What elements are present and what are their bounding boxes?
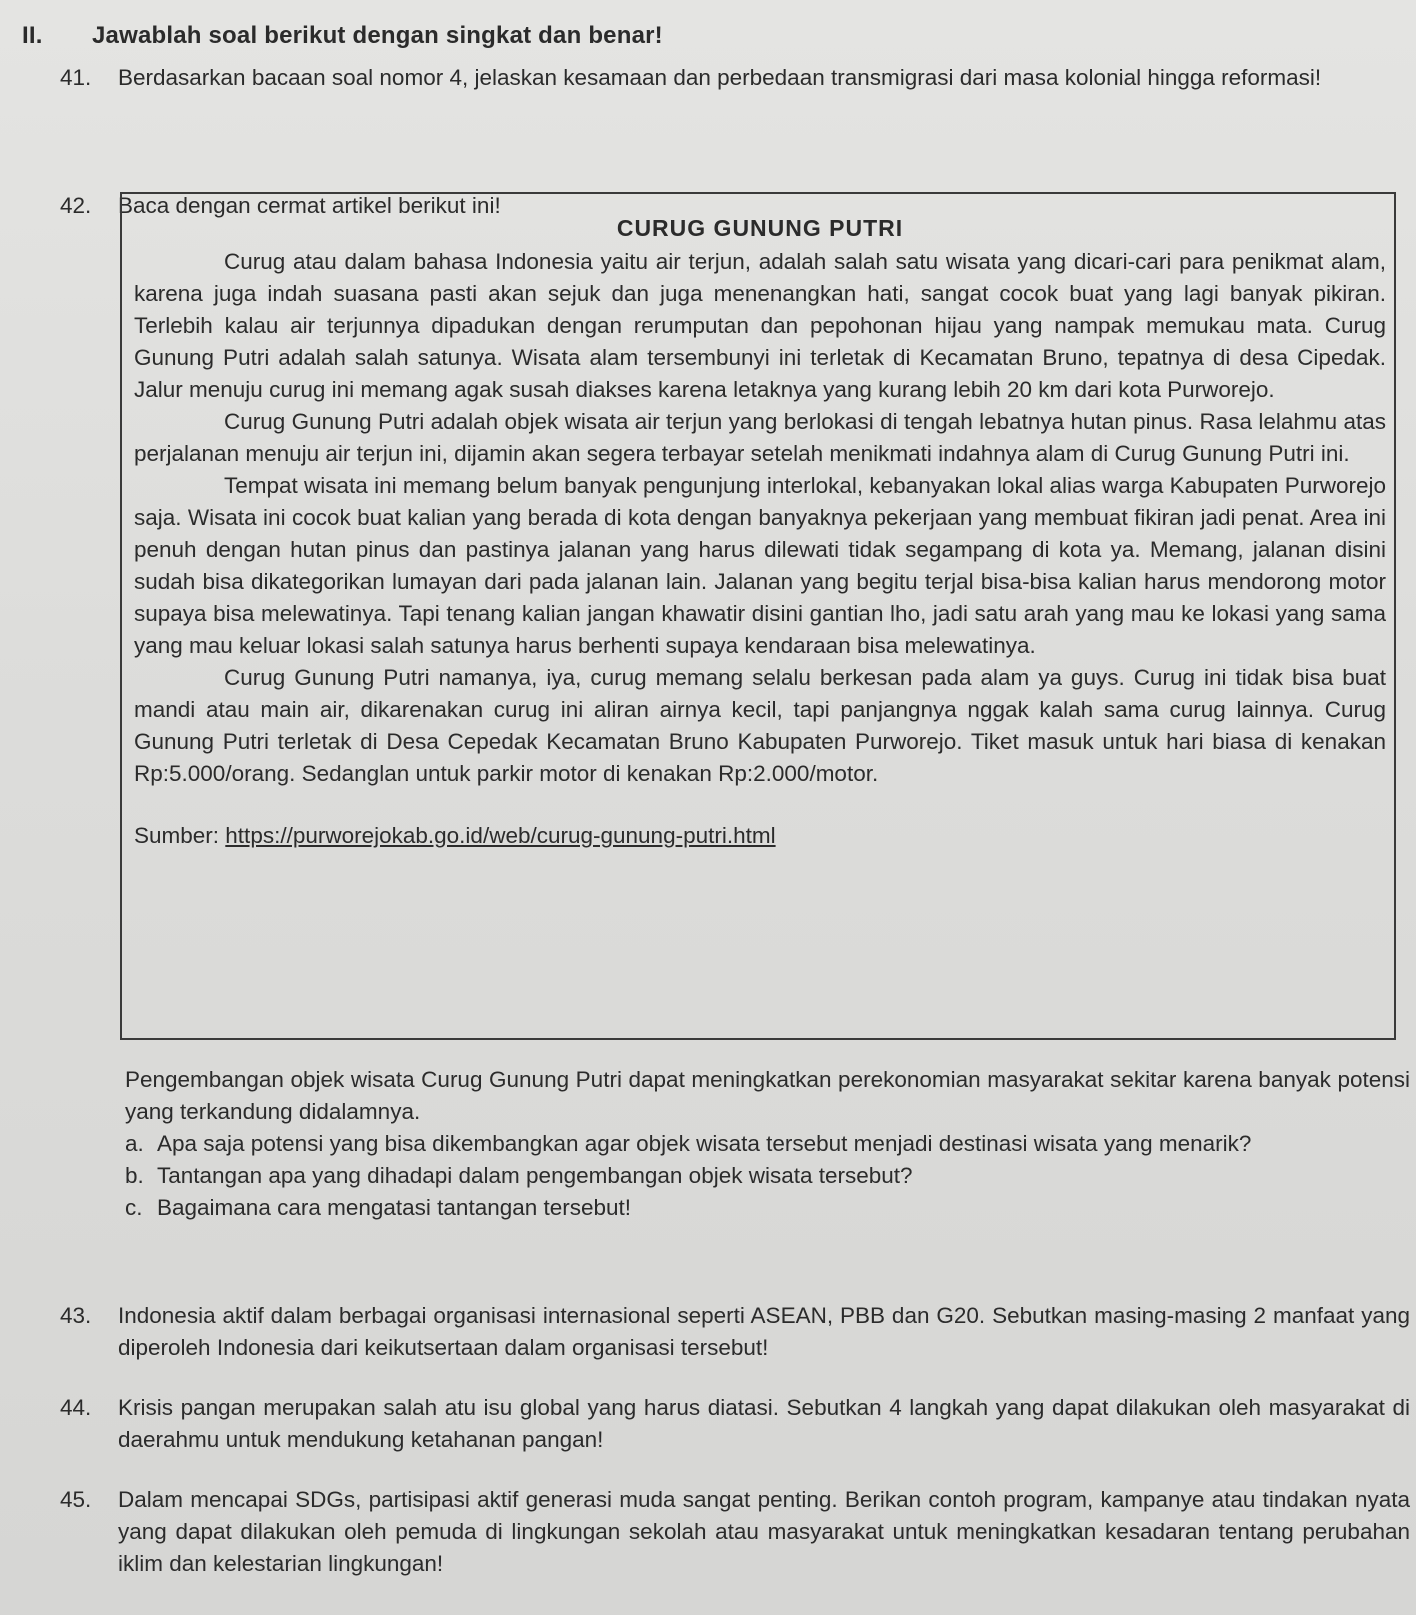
question-41 xyxy=(60,62,1410,94)
article-source xyxy=(134,820,1386,852)
source-link[interactable]: https://purworejokab.go.id/web/curug-gunung-putri.html xyxy=(225,823,776,848)
question-text: Baca dengan cermat artikel berikut ini! xyxy=(118,193,501,218)
sub-question-c xyxy=(125,1192,1410,1224)
sub-question-b xyxy=(125,1160,1410,1192)
question-44 xyxy=(60,1392,1410,1456)
question-number: 44. xyxy=(60,1395,92,1420)
question-text: Krisis pangan merupakan salah atu isu global yang harus diatasi. Sebutkan 4 langkah yang dapat dilakukan oleh masyarakat di daerahmu untuk mendukung ketahanan pangan! xyxy=(118,1395,1410,1452)
question-text: Indonesia aktif dalam berbagai organisasi internasional seperti ASEAN, PBB dan G20. Sebutkan masing-masing 2 manfaat yang diperoleh Indonesia dari keikutsertaan dalam organisasi tersebut! xyxy=(118,1303,1410,1360)
article-box xyxy=(120,192,1396,1040)
article-title: CURUG GUNUNG PUTRI xyxy=(616,215,904,241)
question-number: 45. xyxy=(60,1487,92,1512)
question-43 xyxy=(60,1300,1410,1364)
article-paragraph: Tempat wisata ini memang belum banyak pengunjung interlokal, kebanyakan lokal alias warga Kabupaten Purworejo saja. Wisata ini cocok buat kalian yang berada di kota dengan banyaknya pekerjaan yang membuat fikiran jadi penat. Area ini penuh dengan hutan pinus dan pastinya jalanan yang harus dilewati tidak segampang di kota ya. Memang, jalanan disini sudah bisa dikategorikan lumayan dari pada jalanan lain. Jalanan yang begitu terjal bisa-bisa kalian harus mendorong motor supaya bisa melewatinya. Tapi tenang kalian jangan khawatir disini gantian lho, jadi satu arah yang mau ke lokasi yang sama yang mau keluar lokasi salah satunya harus berhenti supaya kendaraan bisa melewatinya. xyxy=(134,473,1386,658)
follow-up-section xyxy=(125,1064,1410,1224)
sub-question-text: Tantangan apa yang dihadapi dalam pengembangan objek wisata tersebut? xyxy=(157,1163,913,1188)
question-text: Dalam mencapai SDGs, partisipasi aktif generasi muda sangat penting. Berikan contoh program, kampanye atau tindakan nyata yang dapat dilakukan oleh pemuda di lingkungan sekolah atau masyarakat untuk meningkatkan kesadaran tentang perubahan iklim dan kelestarian lingkungan! xyxy=(118,1487,1410,1576)
sub-question-text: Apa saja potensi yang bisa dikembangkan agar objek wisata tersebut menjadi destinasi wisata yang menarik? xyxy=(157,1131,1252,1156)
article-paragraph: Curug atau dalam bahasa Indonesia yaitu air terjun, adalah salah satu wisata yang dicari-cari para penikmat alam, karena juga indah suasana pasti akan sejuk dan juga menenangkan hati, sangat cocok buat yang lagi banyak pikiran. Terlebih kalau air terjunnya dipadukan dengan rerumputan dan pepohonan hijau yang nampak memukau mata. Curug Gunung Putri adalah salah satunya. Wisata alam tersembunyi ini terletak di Kecamatan Bruno, tepatnya di desa Cipedak. Jalur menuju curug ini memang agak susah diakses karena letaknya yang kurang lebih 20 km dari kota Purworejo. xyxy=(134,249,1386,402)
question-text: Berdasarkan bacaan soal nomor 4, jelaskan kesamaan dan perbedaan transmigrasi dari masa kolonial hingga reformasi! xyxy=(118,65,1322,90)
article-paragraph: Curug Gunung Putri namanya, iya, curug memang selalu berkesan pada alam ya guys. Curug ini tidak bisa buat mandi atau main air, dikarenakan curug ini aliran airnya kecil, tapi panjangnya nggak kalah sama curug lainnya. Curug Gunung Putri terletak di Desa Cepedak Kecamatan Bruno Kabupaten Purworejo. Tiket masuk untuk hari biasa di kenakan Rp:5.000/orang. Sedanglan untuk parkir motor di kenakan Rp:2.000/motor. xyxy=(134,665,1386,786)
section-instruction: Jawablah soal berikut dengan singkat dan benar! xyxy=(92,22,663,49)
follow-up-intro: Pengembangan objek wisata Curug Gunung Putri dapat meningkatkan perekonomian masyarakat sekitar karena banyak potensi yang terkandung didalamnya. xyxy=(125,1067,1410,1124)
section-number: II. xyxy=(22,22,43,49)
sub-question-letter: b. xyxy=(125,1163,144,1188)
question-45 xyxy=(60,1484,1410,1580)
sub-question-text: Bagaimana cara mengatasi tantangan tersebut! xyxy=(157,1195,632,1220)
source-label: Sumber: xyxy=(134,823,226,848)
question-number: 42. xyxy=(60,193,92,218)
sub-question-letter: a. xyxy=(125,1131,144,1156)
sub-question-a xyxy=(125,1128,1410,1160)
section-heading xyxy=(22,20,663,52)
question-number: 43. xyxy=(60,1303,92,1328)
article-content xyxy=(134,212,1386,852)
sub-question-letter: c. xyxy=(125,1195,143,1220)
article-paragraph: Curug Gunung Putri adalah objek wisata air terjun yang berlokasi di tengah lebatnya hutan pinus. Rasa lelahmu atas perjalanan menuju air terjun ini, dijamin akan segera terbayar setelah menikmati indahnya alam di Curug Gunung Putri ini. xyxy=(134,409,1386,466)
question-number: 41. xyxy=(60,65,92,90)
